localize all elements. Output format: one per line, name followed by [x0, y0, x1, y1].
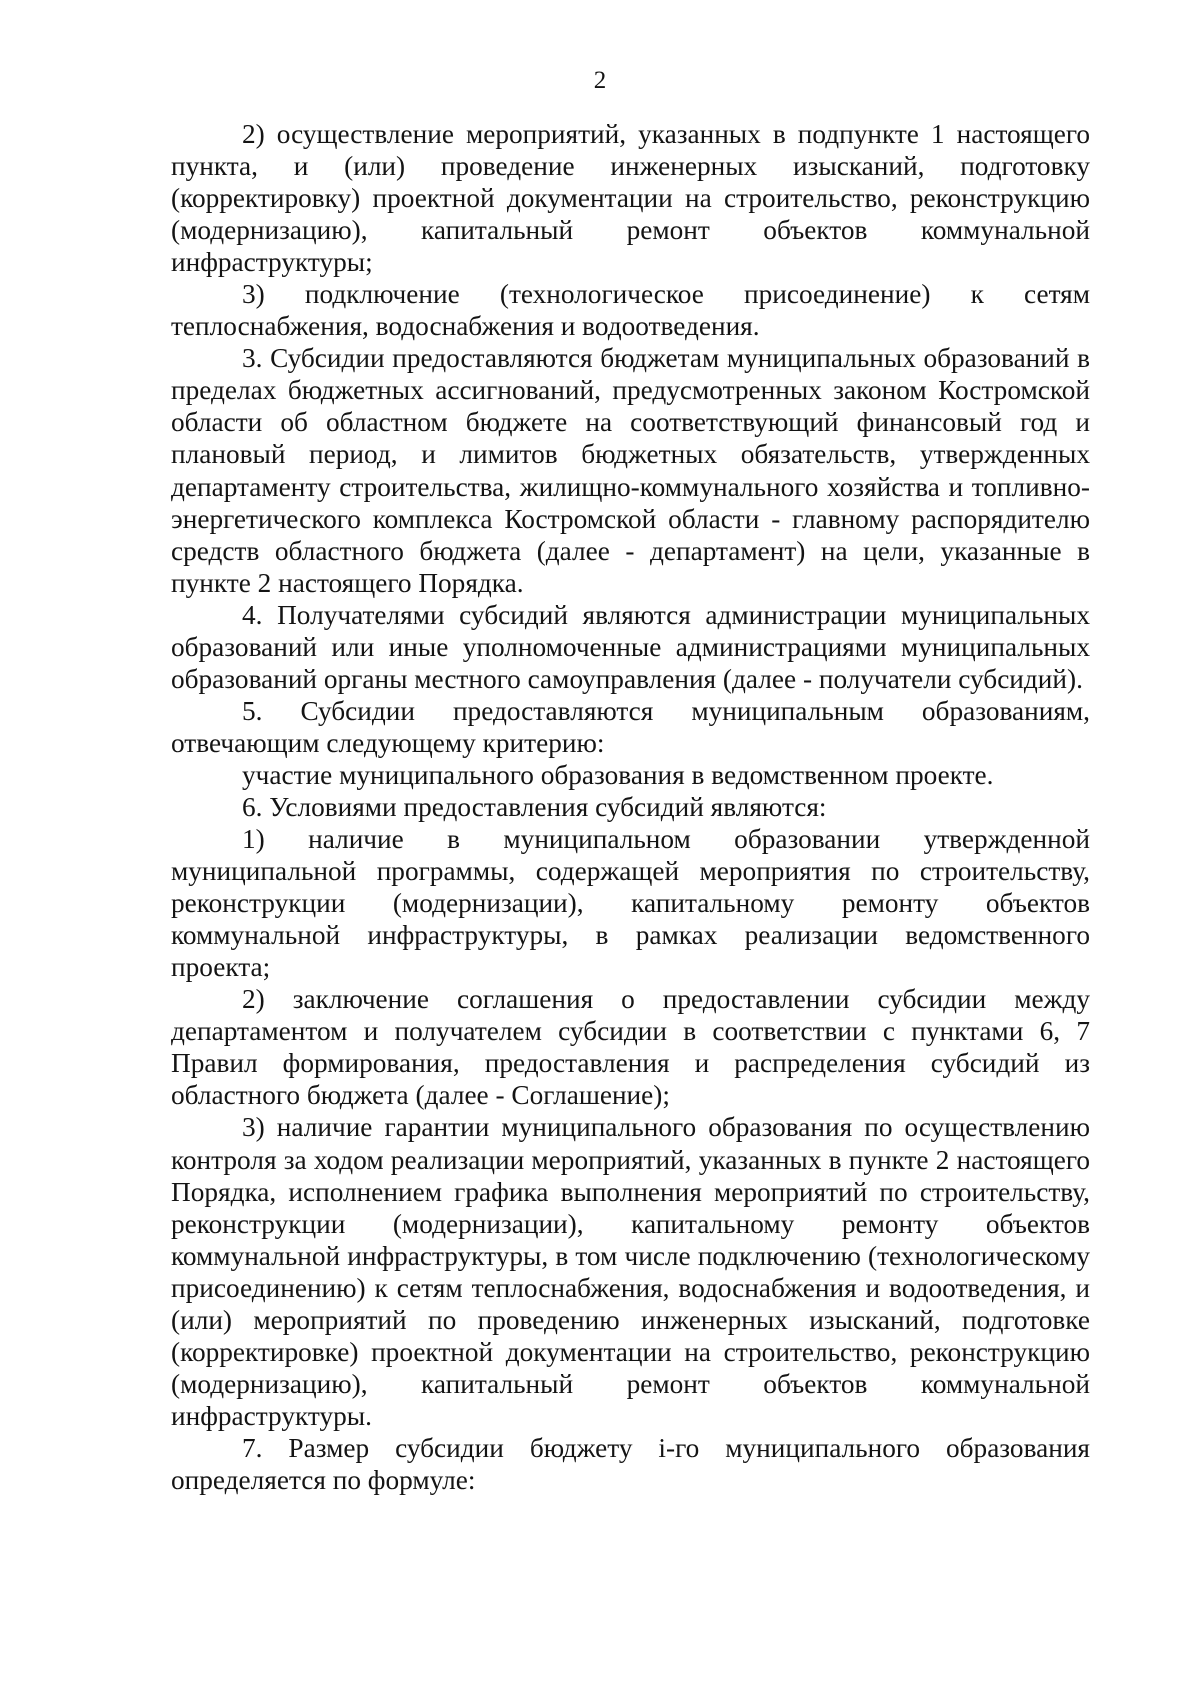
paragraph-condition-3: 3) наличие гарантии муниципального образования по осуществлению контроля за ходом реализации мероприятий, указанных в пункте 2 настоящего Порядка, исполнением графика выполнения мероприятий по строительству, реконструкции (модернизации), капитальному ремонту объектов коммунальной инфраструктуры, в том числе подключению (технологическому присоединению) к сетям теплоснабжения, водоснабжения и водоотведения, и (или) мероприятий по проведению инженерных изысканий, подготовке (корректировке) проектной документации на строительство, реконструкцию (модернизацию), капитальный ремонт объектов коммунальной инфраструктуры.	[171, 1112, 1090, 1431]
paragraph-condition-2: 2) заключение соглашения о предоставлении субсидии между департаментом и получателем субсидии в соответствии с пунктами 6, 7 Правил формирования, предоставления и распределения субсидий из областного бюджета (далее - Соглашение);	[171, 984, 1090, 1111]
paragraph-item-6: 6. Условиями предоставления субсидий являются:	[242, 791, 827, 822]
paragraph-criterion: участие муниципального образования в ведомственном проекте.	[242, 759, 994, 790]
paragraph-item-7: 7. Размер субсидии бюджету i-го муниципального образования определяется по формуле:	[171, 1432, 1090, 1495]
paragraph-subitem-2: 2) осуществление мероприятий, указанных в подпункте 1 настоящего пункта, и (или) проведение инженерных изысканий, подготовку (корректировку) проектной документации на строительство, реконструкцию (модернизацию), капитальный ремонт объектов коммунальной инфраструктуры;	[171, 119, 1090, 278]
paragraph-condition-1: 1) наличие в муниципальном образовании утвержденной муниципальной программы, содержащей мероприятия по строительству, реконструкции (модернизации), капитальному ремонту объектов коммунальной инфраструктуры, в рамках реализации ведомственного проекта;	[171, 824, 1090, 983]
paragraph-item-5: 5. Субсидии предоставляются муниципальным образованиям, отвечающим следующему критерию:	[171, 695, 1090, 758]
page-number: 2	[593, 67, 607, 94]
document-body	[171, 118, 1090, 1496]
paragraph-item-3: 3. Субсидии предоставляются бюджетам муниципальных образований в пределах бюджетных ассигнований, предусмотренных законом Костромской области об областном бюджете на соответствующий финансовый год и плановый период, и лимитов бюджетных обязательств, утвержденных департаменту строительства, жилищно-коммунального хозяйства и топливно-энергетического комплекса Костромской области - главному распорядителю средств областного бюджета (далее - департамент) на цели, указанные в пункте 2 настоящего Порядка.	[171, 343, 1090, 598]
paragraph-item-4: 4. Получателями субсидий являются администрации муниципальных образований или иные уполномоченные администрациями муниципальных образований органы местного самоуправления (далее - получатели субсидий).	[171, 599, 1090, 694]
paragraph-subitem-3: 3) подключение (технологическое присоединение) к сетям теплоснабжения, водоснабжения и водоотведения.	[171, 279, 1090, 342]
